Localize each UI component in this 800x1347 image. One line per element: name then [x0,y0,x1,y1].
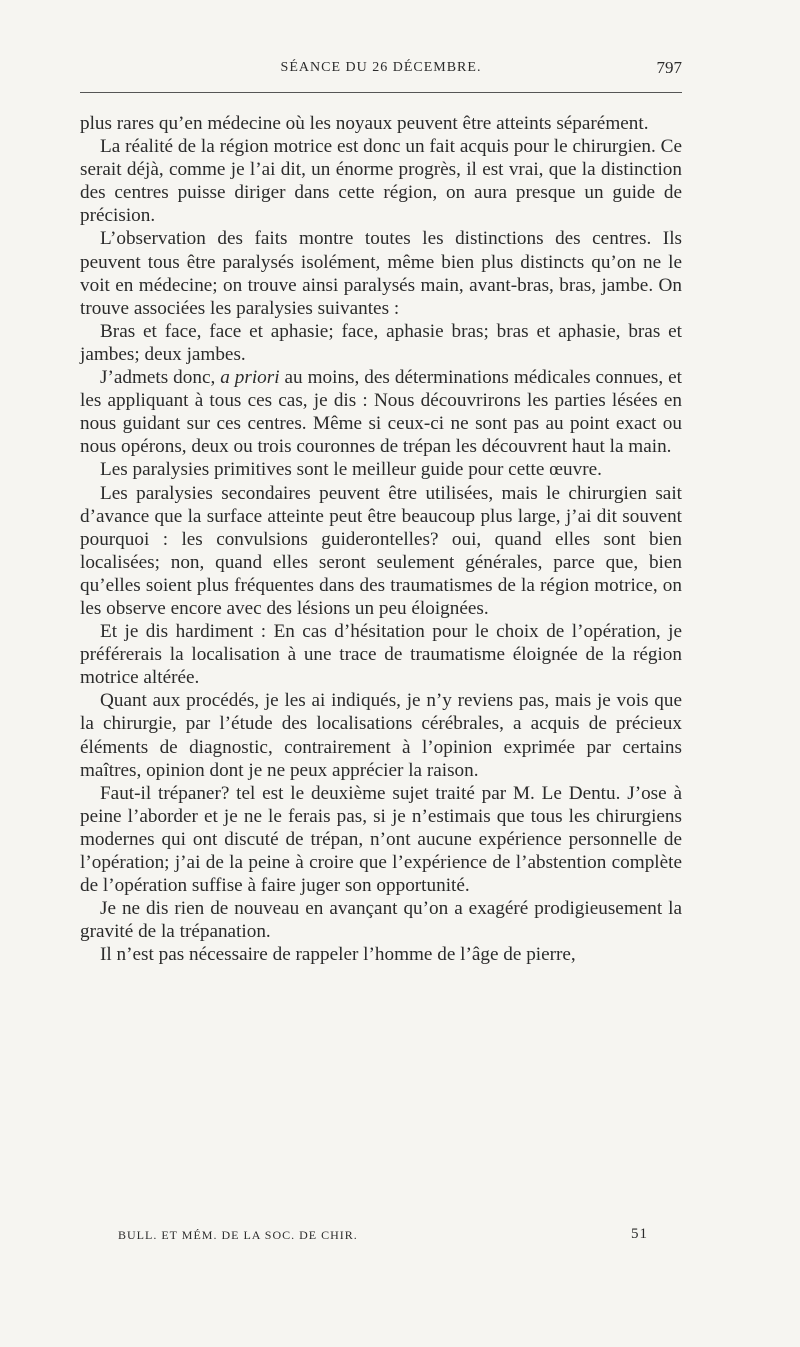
page-number: 797 [656,58,682,77]
paragraph-5 [80,366,682,458]
paragraph-8: Et je dis hardiment : En cas d’hésitation pour le choix de l’opération, je préférerais la localisation à une trace de traumatisme éloignée de la région motrice altérée. [80,621,682,689]
paragraph-11: Je ne dis rien de nouveau en avançant qu’on a exagéré prodigieusement la gravité de la trépanation. [80,898,682,943]
paragraph-5-lead: J’admets donc, [100,367,221,389]
header-rule [80,92,682,93]
running-header [80,60,682,84]
signature-mark: 51 [631,1226,648,1242]
paragraph-12: Il n’est pas nécessaire de rappeler l’homme de l’âge de pierre, [100,944,576,966]
italic-a-priori: a priori [220,367,280,389]
body-text [80,112,682,966]
paragraph-10: Faut-il trépaner? tel est le deuxième sujet traité par M. Le Dentu. J’ose à peine l’aborder et je ne le ferais pas, si je n’estimais que tous les chirurgiens modernes qui ont discuté de trépan, n’ont aucune expérience personnelle de l’opération; j’ai de la peine à croire que l’expérience de l’abstention complète de l’opération suffise à faire juger son opportunité. [80,782,682,897]
paragraph-3: L’observation des faits montre toutes les distinctions des centres. Ils peuvent tous être paralysés isolément, même bien plus distincts qu’on ne le voit en médecine; on trouve ainsi paralysés main, avant-bras, bras, jambe. On trouve associées les paralysies suivantes : [80,228,682,319]
paragraph-7: Les paralysies secondaires peuvent être utilisées, mais le chirurgien sait d’avance que la surface atteinte peut être beaucoup plus large, j’ai dit souvent pourquoi : les convulsions guiderontelles? oui, quand elles sont bien localisées; non, quand elles seront seulement générales, parce que, bien qu’elles soient plus fréquentes dans des traumatismes de la région motrice, on les observe encore avec des lésions un peu éloignées. [80,482,682,619]
paragraph-9: Quant aux procédés, je les ai indiqués, je n’y reviens pas, mais je vois que la chirurgie, par l’étude des localisations cérébrales, a acquis de précieux éléments de diagnostic, contrairement à l’opinion exprimée par certains maîtres, opinion dont je ne peux apprécier la raison. [80,690,682,781]
paragraph-6: Les paralysies primitives sont le meilleur guide pour cette œuvre. [100,459,602,481]
footer [118,1228,648,1248]
paragraph-4: Bras et face, face et aphasie; face, aphasie bras; bras et aphasie, bras et jambes; deux jambes. [80,320,682,365]
header-title: SÉANCE DU 26 DÉCEMBRE. [280,60,482,75]
footer-journal: BULL. ET MÉM. DE LA SOC. DE CHIR. [118,1228,358,1242]
paragraph-2: La réalité de la région motrice est donc un fait acquis pour le chirurgien. Ce serait déjà, comme je l’ai dit, un énorme progrès, il est vrai, que la distinction des centres puisse diriger dans cette région, on aura presque un guide de précision. [80,136,682,227]
paragraph-1: plus rares qu’en médecine où les noyaux peuvent être atteints séparément. [80,113,649,134]
paragraph-5-rest: au moins, des déterminations médicales connues, et les appliquant à tous ces cas, je dis : Nous découvrirons les parties lésées en nous guidant sur ces centres. Même si ceux-ci ne sont pas au point exact ou nous opérons, deux ou trois couronnes de trépan les découvrent haut la main. [80,367,682,458]
